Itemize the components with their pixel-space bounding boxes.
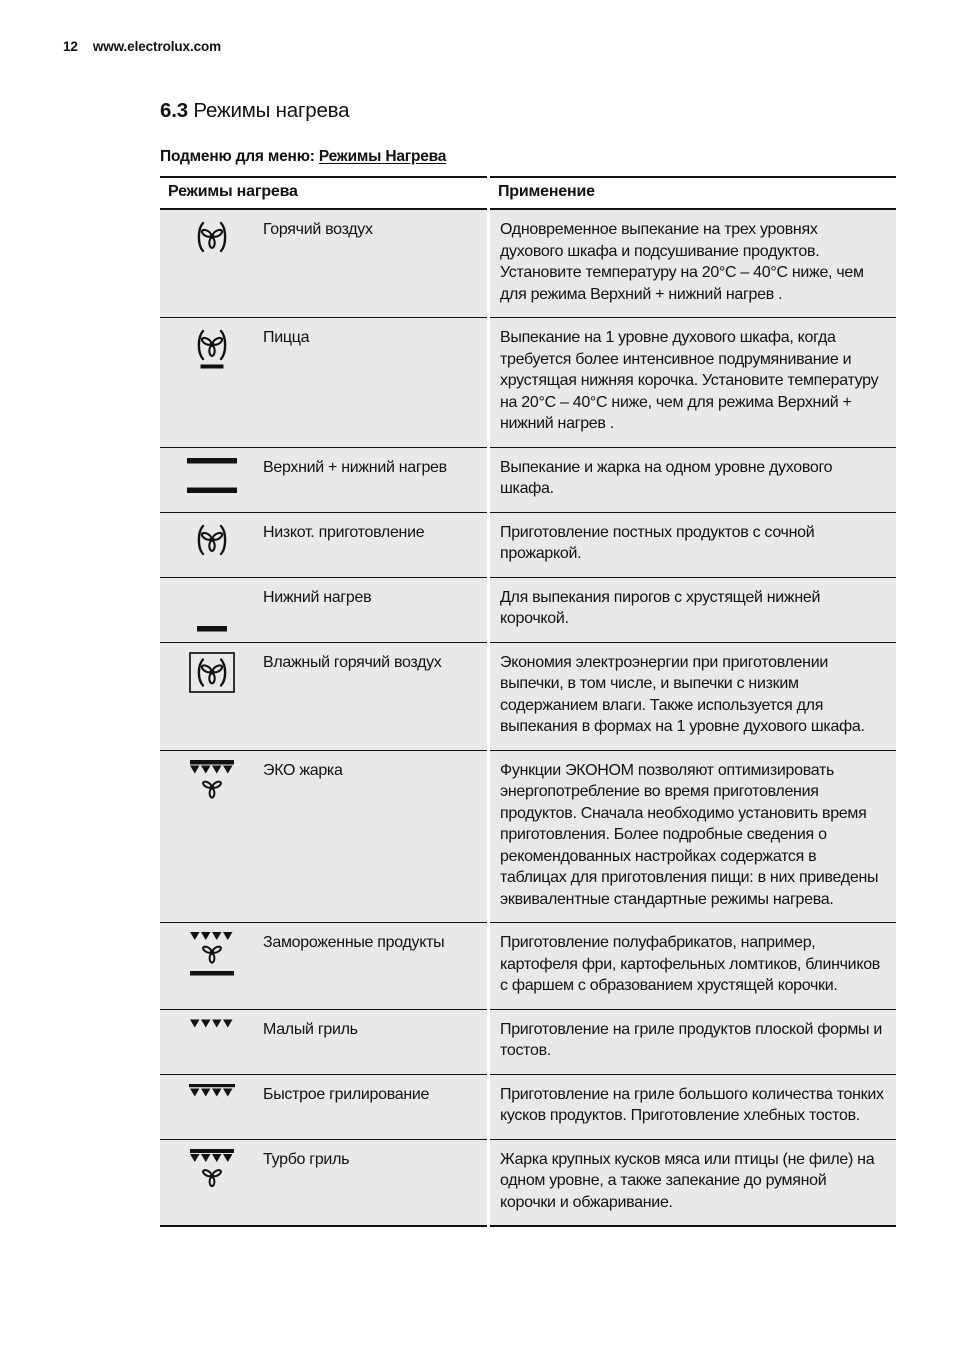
moist-hot-air-fan-icon [160, 643, 263, 750]
submenu-prefix: Подменю для меню: [160, 148, 319, 165]
table-row [160, 1009, 896, 1074]
mode-application: Одновременное выпекание на трех уровнях духового шкафа и подсушивание продуктов. Установите температуру на 20°C – 40°C ниже, чем для режима Верхний + нижний нагрев . [490, 209, 896, 317]
pizza-fan-icon [160, 318, 263, 447]
eco-grill-fan-icon [160, 751, 263, 923]
mode-cell [160, 1074, 487, 1139]
mode-name: Быстрое грилирование [263, 1085, 430, 1103]
mode-name: Замороженные продукты [263, 934, 445, 951]
mode-cell [160, 512, 487, 577]
top-bottom-heat-icon [160, 448, 263, 512]
mode-name: Влажный горячий воздух [263, 653, 442, 671]
table-row [160, 512, 896, 577]
mode-application: Приготовление постных продуктов с сочной прожаркой. [490, 512, 896, 577]
mode-name: Верхний + нижний нагрев [263, 458, 447, 476]
page-header [63, 39, 221, 54]
mode-application: Функции ЭКОНОМ позволяют оптимизировать энергопотребление во время приготовления продуктов. Сначала необходимо установить время приготовления. Более подробные сведения о рекомендованных настройках содержатся в таблицах для приготовления пищи: в них приведены эквивалентные стандартные режимы нагрева. [490, 750, 896, 923]
bottom-heat-icon [160, 578, 263, 642]
frozen-grill-fan-icon [160, 923, 263, 1009]
mode-name: Нижний нагрев [263, 588, 372, 606]
table-row [160, 642, 896, 750]
site-url: www.electrolux.com [92, 39, 222, 54]
fast-grill-icon [160, 1075, 263, 1139]
submenu-line [160, 148, 896, 166]
mode-name: Низкот. приготовление [263, 523, 425, 541]
table-row [160, 1139, 896, 1228]
mode-application: Приготовление на гриле большого количества тонких кусков продуктов. Приготовление хлебных тостов. [490, 1074, 896, 1139]
heating-modes-table [160, 176, 896, 1227]
mode-application: Выпекание и жарка на одном уровне духового шкафа. [490, 447, 896, 512]
mode-application: Экономия электроэнергии при приготовлении выпечки, в том числе, и выпечки с низким содержанием влаги. Также используется для выпекания в формах на 1 уровне духового шкафа. [490, 642, 896, 750]
table-row [160, 577, 896, 642]
table-row [160, 750, 896, 923]
mode-cell [160, 447, 487, 512]
turbo-grill-fan-icon [160, 1140, 263, 1226]
section-title [160, 99, 896, 123]
mode-cell [160, 922, 487, 1009]
table-row [160, 1074, 896, 1139]
submenu-link: Режимы Нагрева [318, 148, 447, 165]
section-title-text: Режимы нагрева [193, 99, 350, 122]
mode-name: Пицца [263, 329, 310, 346]
mode-application: Выпекание на 1 уровне духового шкафа, когда требуется более интенсивное подрумянивание и хрустящая нижняя корочка. Установите температуру на 20°C – 40°C ниже, чем для режима Верхний + нижний нагрев . [490, 317, 896, 447]
mode-name: Малый гриль [263, 1020, 358, 1038]
mode-name: ЭКО жарка [263, 761, 343, 779]
mode-application: Приготовление на гриле продуктов плоской формы и тостов. [490, 1009, 896, 1074]
mode-application: Жарка крупных кусков мяса или птицы (не филе) на одном уровне, а также запекание до румяной корочки и обжаривание. [490, 1139, 896, 1228]
slow-cook-fan-icon [160, 513, 263, 577]
page-number: 12 [63, 39, 78, 54]
table-row [160, 447, 896, 512]
section-number: 6.3 [160, 99, 188, 122]
mode-application: Приготовление полуфабрикатов, например, картофеля фри, картофельных ломтиков, блинчиков с фаршем с образованием хрустящей корочки. [490, 922, 896, 1009]
mode-cell [160, 209, 487, 317]
mode-cell [160, 1139, 487, 1228]
mode-cell [160, 642, 487, 750]
mode-application: Для выпекания пирогов с хрустящей нижней корочкой. [490, 577, 896, 642]
mode-cell [160, 750, 487, 923]
table-header-row [160, 176, 896, 209]
table-row [160, 317, 896, 447]
mode-name: Горячий воздух [263, 221, 373, 238]
page-content [160, 99, 896, 1227]
column-header-application: Применение [490, 176, 896, 209]
hot-air-fan-icon [160, 210, 263, 317]
table-row [160, 209, 896, 317]
mode-cell [160, 577, 487, 642]
mode-cell [160, 1009, 487, 1074]
mode-cell [160, 317, 487, 447]
mode-name: Турбо гриль [263, 1150, 350, 1168]
table-row [160, 922, 896, 1009]
small-grill-icon [160, 1010, 263, 1074]
column-header-modes: Режимы нагрева [160, 176, 487, 209]
